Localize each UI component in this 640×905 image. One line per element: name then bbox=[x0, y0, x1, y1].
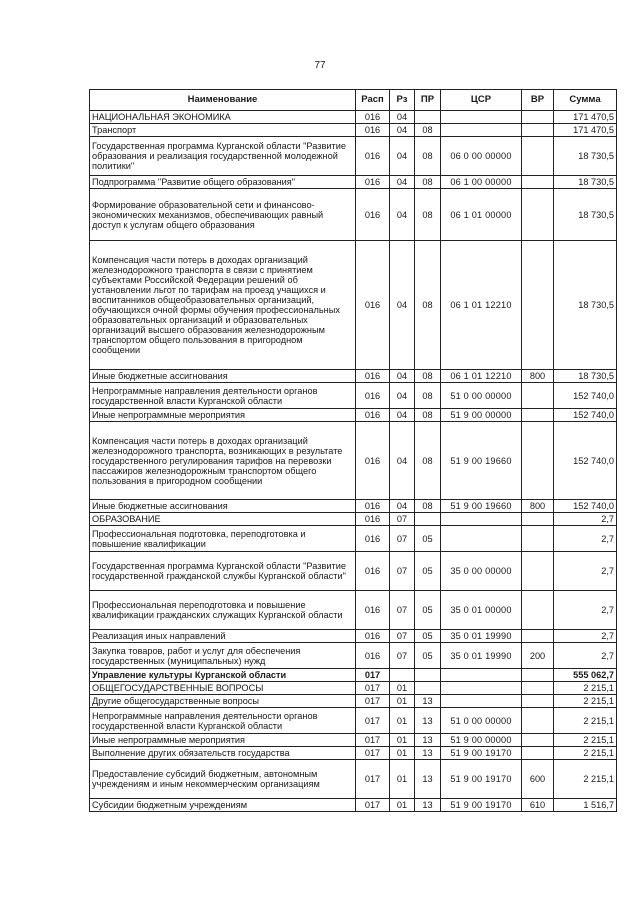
row-vr bbox=[522, 695, 554, 708]
row-csr bbox=[441, 682, 522, 695]
row-name: Непрограммные направления деятельности органов государственной власти Курганской области bbox=[90, 383, 356, 409]
row-sum: 2 215,1 bbox=[554, 708, 617, 734]
row-rz: 04 bbox=[390, 111, 415, 124]
row-sum: 2,7 bbox=[554, 591, 617, 630]
row-pr bbox=[415, 669, 441, 682]
row-sum: 2,7 bbox=[554, 526, 617, 552]
row-sum: 18 730,5 bbox=[554, 370, 617, 383]
row-pr: 13 bbox=[415, 760, 441, 799]
table-row bbox=[90, 111, 617, 124]
row-pr: 13 bbox=[415, 747, 441, 760]
row-sum: 2,7 bbox=[554, 513, 617, 526]
table-row bbox=[90, 137, 617, 176]
row-csr: 51 9 00 19660 bbox=[441, 500, 522, 513]
row-pr: 13 bbox=[415, 734, 441, 747]
row-rz: 01 bbox=[390, 695, 415, 708]
table-row bbox=[90, 682, 617, 695]
row-name: Предоставление субсидий бюджетным, автономным учреждениям и иным некоммерческим организациям bbox=[90, 760, 356, 799]
table-row bbox=[90, 630, 617, 643]
row-pr: 08 bbox=[415, 422, 441, 500]
table-row bbox=[90, 591, 617, 630]
row-rz: 04 bbox=[390, 370, 415, 383]
row-rasp: 016 bbox=[356, 176, 390, 189]
table-row bbox=[90, 695, 617, 708]
table-row bbox=[90, 176, 617, 189]
row-sum: 18 730,5 bbox=[554, 241, 617, 370]
row-sum: 2 215,1 bbox=[554, 695, 617, 708]
row-pr bbox=[415, 682, 441, 695]
row-vr bbox=[522, 630, 554, 643]
row-rz: 01 bbox=[390, 747, 415, 760]
row-rasp: 017 bbox=[356, 669, 390, 682]
row-name: Формирование образовательной сети и финансово-экономических механизмов, обеспечивающих равный доступ к услугам общего образования bbox=[90, 189, 356, 241]
row-rz: 01 bbox=[390, 734, 415, 747]
row-pr: 05 bbox=[415, 526, 441, 552]
row-csr: 51 0 00 00000 bbox=[441, 383, 522, 409]
row-name: Иные непрограммные мероприятия bbox=[90, 409, 356, 422]
row-csr bbox=[441, 513, 522, 526]
row-vr: 200 bbox=[522, 643, 554, 669]
row-rz: 04 bbox=[390, 409, 415, 422]
row-pr: 08 bbox=[415, 124, 441, 137]
table-row bbox=[90, 747, 617, 760]
row-rz: 04 bbox=[390, 176, 415, 189]
row-rasp: 016 bbox=[356, 241, 390, 370]
row-pr: 08 bbox=[415, 409, 441, 422]
row-rz: 01 bbox=[390, 799, 415, 812]
row-vr bbox=[522, 682, 554, 695]
row-name: Выполнение других обязательств государства bbox=[90, 747, 356, 760]
row-rasp: 017 bbox=[356, 747, 390, 760]
row-sum: 18 730,5 bbox=[554, 176, 617, 189]
page-number: 77 bbox=[314, 60, 326, 71]
row-vr bbox=[522, 111, 554, 124]
row-sum: 2 215,1 bbox=[554, 734, 617, 747]
row-name: Закупка товаров, работ и услуг для обеспечения государственных (муниципальных) нужд bbox=[90, 643, 356, 669]
row-csr: 35 0 01 19990 bbox=[441, 630, 522, 643]
row-rz: 04 bbox=[390, 422, 415, 500]
row-rasp: 016 bbox=[356, 643, 390, 669]
table-row bbox=[90, 409, 617, 422]
row-rz: 07 bbox=[390, 526, 415, 552]
row-name: Государственная программа Курганской области "Развитие образования и реализация государственной молодежной политики" bbox=[90, 137, 356, 176]
row-name: Профессиональная подготовка, переподготовка и повышение квалификации bbox=[90, 526, 356, 552]
column-header-sum: Сумма bbox=[554, 90, 617, 111]
row-rz: 04 bbox=[390, 383, 415, 409]
table-row bbox=[90, 370, 617, 383]
row-vr bbox=[522, 124, 554, 137]
row-vr bbox=[522, 747, 554, 760]
column-header-pr: ПР bbox=[415, 90, 441, 111]
row-sum: 2,7 bbox=[554, 552, 617, 591]
row-rasp: 017 bbox=[356, 760, 390, 799]
row-csr bbox=[441, 669, 522, 682]
row-rasp: 016 bbox=[356, 552, 390, 591]
row-csr: 51 9 00 19170 bbox=[441, 760, 522, 799]
row-name: Государственная программа Курганской области "Развитие государственной гражданской службы Курганской области" bbox=[90, 552, 356, 591]
row-pr: 05 bbox=[415, 591, 441, 630]
row-vr bbox=[522, 526, 554, 552]
row-vr bbox=[522, 591, 554, 630]
row-sum: 171 470,5 bbox=[554, 111, 617, 124]
row-rasp: 016 bbox=[356, 630, 390, 643]
row-rasp: 017 bbox=[356, 708, 390, 734]
row-sum: 1 516,7 bbox=[554, 799, 617, 812]
table-row bbox=[90, 383, 617, 409]
row-rasp: 017 bbox=[356, 734, 390, 747]
table-row bbox=[90, 124, 617, 137]
row-pr: 08 bbox=[415, 383, 441, 409]
row-sum: 18 730,5 bbox=[554, 137, 617, 176]
row-name: Компенсация части потерь в доходах организаций железнодорожного транспорта в связи с принятием субъектами Российской Федерации решений об установлении льгот по тарифам на проезд учащихся и воспитанников общеобразовательных организаций, обучающихся очной формы обучения профессиональных образовательных организаций и образовательных организаций высшего образования железнодорожным транспортом общего пользования в пригородном сообщении bbox=[90, 241, 356, 370]
row-vr bbox=[522, 708, 554, 734]
row-name: Непрограммные направления деятельности органов государственной власти Курганской области bbox=[90, 708, 356, 734]
table-row bbox=[90, 500, 617, 513]
row-name: Субсидии бюджетным учреждениям bbox=[90, 799, 356, 812]
row-csr: 51 9 00 19170 bbox=[441, 799, 522, 812]
row-rz: 07 bbox=[390, 591, 415, 630]
row-pr bbox=[415, 111, 441, 124]
row-vr bbox=[522, 137, 554, 176]
row-csr: 51 9 00 00000 bbox=[441, 409, 522, 422]
row-vr: 800 bbox=[522, 370, 554, 383]
row-name: Транспорт bbox=[90, 124, 356, 137]
row-csr bbox=[441, 526, 522, 552]
row-pr: 08 bbox=[415, 176, 441, 189]
row-rasp: 016 bbox=[356, 370, 390, 383]
row-rasp: 016 bbox=[356, 526, 390, 552]
row-rz: 01 bbox=[390, 682, 415, 695]
row-csr: 06 1 00 00000 bbox=[441, 176, 522, 189]
row-csr: 06 1 01 12210 bbox=[441, 370, 522, 383]
row-vr bbox=[522, 422, 554, 500]
row-sum: 2,7 bbox=[554, 630, 617, 643]
row-rz: 04 bbox=[390, 124, 415, 137]
row-pr bbox=[415, 513, 441, 526]
row-name: ОБЩЕГОСУДАРСТВЕННЫЕ ВОПРОСЫ bbox=[90, 682, 356, 695]
row-vr bbox=[522, 383, 554, 409]
row-rz bbox=[390, 669, 415, 682]
row-vr bbox=[522, 409, 554, 422]
row-sum: 152 740,0 bbox=[554, 383, 617, 409]
row-rasp: 016 bbox=[356, 513, 390, 526]
row-vr: 610 bbox=[522, 799, 554, 812]
row-rasp: 016 bbox=[356, 383, 390, 409]
table-row bbox=[90, 734, 617, 747]
row-rasp: 017 bbox=[356, 799, 390, 812]
row-sum: 555 062,7 bbox=[554, 669, 617, 682]
table-row bbox=[90, 708, 617, 734]
row-rz: 04 bbox=[390, 241, 415, 370]
row-csr: 35 0 01 19990 bbox=[441, 643, 522, 669]
column-header-rz: Рз bbox=[390, 90, 415, 111]
row-rasp: 016 bbox=[356, 111, 390, 124]
row-csr: 51 9 00 19170 bbox=[441, 747, 522, 760]
row-pr: 13 bbox=[415, 708, 441, 734]
table-row bbox=[90, 552, 617, 591]
row-rasp: 017 bbox=[356, 695, 390, 708]
row-name: Профессиональная переподготовка и повышение квалификации гражданских служащих Курганской области bbox=[90, 591, 356, 630]
row-rz: 04 bbox=[390, 500, 415, 513]
row-sum: 2 215,1 bbox=[554, 747, 617, 760]
row-pr: 05 bbox=[415, 552, 441, 591]
row-sum: 2 215,1 bbox=[554, 682, 617, 695]
row-name: Управление культуры Курганской области bbox=[90, 669, 356, 682]
row-rasp: 016 bbox=[356, 124, 390, 137]
row-name: Подпрограмма "Развитие общего образования" bbox=[90, 176, 356, 189]
row-csr: 06 1 01 12210 bbox=[441, 241, 522, 370]
row-pr: 08 bbox=[415, 370, 441, 383]
row-rz: 07 bbox=[390, 643, 415, 669]
row-sum: 18 730,5 bbox=[554, 189, 617, 241]
row-csr: 06 0 00 00000 bbox=[441, 137, 522, 176]
row-rz: 01 bbox=[390, 708, 415, 734]
table-row bbox=[90, 526, 617, 552]
row-sum: 152 740,0 bbox=[554, 500, 617, 513]
row-rz: 01 bbox=[390, 760, 415, 799]
row-rz: 07 bbox=[390, 552, 415, 591]
row-name: Иные непрограммные мероприятия bbox=[90, 734, 356, 747]
row-vr bbox=[522, 176, 554, 189]
row-name: ОБРАЗОВАНИЕ bbox=[90, 513, 356, 526]
row-vr: 800 bbox=[522, 500, 554, 513]
row-rz: 04 bbox=[390, 137, 415, 176]
row-vr bbox=[522, 669, 554, 682]
row-name: Другие общегосударственные вопросы bbox=[90, 695, 356, 708]
row-pr: 05 bbox=[415, 643, 441, 669]
table-row bbox=[90, 799, 617, 812]
table-row bbox=[90, 422, 617, 500]
row-rasp: 016 bbox=[356, 422, 390, 500]
column-header-csr: ЦСР bbox=[441, 90, 522, 111]
row-name: Иные бюджетные ассигнования bbox=[90, 500, 356, 513]
row-name: Реализация иных направлений bbox=[90, 630, 356, 643]
row-pr: 08 bbox=[415, 500, 441, 513]
row-pr: 13 bbox=[415, 695, 441, 708]
row-csr: 35 0 01 00000 bbox=[441, 591, 522, 630]
row-rasp: 017 bbox=[356, 682, 390, 695]
table-row bbox=[90, 643, 617, 669]
table-row bbox=[90, 241, 617, 370]
row-name: Иные бюджетные ассигнования bbox=[90, 370, 356, 383]
row-csr bbox=[441, 124, 522, 137]
column-header-vr: ВР bbox=[522, 90, 554, 111]
row-sum: 2 215,1 bbox=[554, 760, 617, 799]
row-rasp: 016 bbox=[356, 591, 390, 630]
row-sum: 152 740,0 bbox=[554, 422, 617, 500]
row-rz: 07 bbox=[390, 630, 415, 643]
row-sum: 152 740,0 bbox=[554, 409, 617, 422]
row-vr bbox=[522, 241, 554, 370]
row-vr bbox=[522, 734, 554, 747]
row-rz: 04 bbox=[390, 189, 415, 241]
row-csr: 35 0 00 00000 bbox=[441, 552, 522, 591]
row-pr: 08 bbox=[415, 137, 441, 176]
row-csr bbox=[441, 111, 522, 124]
row-pr: 08 bbox=[415, 189, 441, 241]
row-csr bbox=[441, 695, 522, 708]
row-rz: 07 bbox=[390, 513, 415, 526]
table-header-row bbox=[90, 90, 617, 111]
row-pr: 05 bbox=[415, 630, 441, 643]
row-rasp: 016 bbox=[356, 137, 390, 176]
table-row bbox=[90, 513, 617, 526]
table-row bbox=[90, 189, 617, 241]
row-rasp: 016 bbox=[356, 409, 390, 422]
row-sum: 2,7 bbox=[554, 643, 617, 669]
row-vr bbox=[522, 552, 554, 591]
row-csr: 06 1 01 00000 bbox=[441, 189, 522, 241]
row-vr: 600 bbox=[522, 760, 554, 799]
row-sum: 171 470,5 bbox=[554, 124, 617, 137]
budget-table bbox=[89, 89, 617, 812]
row-vr bbox=[522, 513, 554, 526]
table-row bbox=[90, 760, 617, 799]
row-name: Компенсация части потерь в доходах организаций железнодорожного транспорта, возникающих в результате государственного регулирования тарифов на перевозки пассажиров железнодорожным транспортом общего пользования в пригородном сообщении bbox=[90, 422, 356, 500]
column-header-name: Наименование bbox=[90, 90, 356, 111]
table-row bbox=[90, 669, 617, 682]
row-name: НАЦИОНАЛЬНАЯ ЭКОНОМИКА bbox=[90, 111, 356, 124]
row-vr bbox=[522, 189, 554, 241]
row-csr: 51 9 00 00000 bbox=[441, 734, 522, 747]
column-header-rasp: Расп bbox=[356, 90, 390, 111]
row-csr: 51 0 00 00000 bbox=[441, 708, 522, 734]
row-rasp: 016 bbox=[356, 189, 390, 241]
row-rasp: 016 bbox=[356, 500, 390, 513]
row-pr: 13 bbox=[415, 799, 441, 812]
row-pr: 08 bbox=[415, 241, 441, 370]
row-csr: 51 9 00 19660 bbox=[441, 422, 522, 500]
